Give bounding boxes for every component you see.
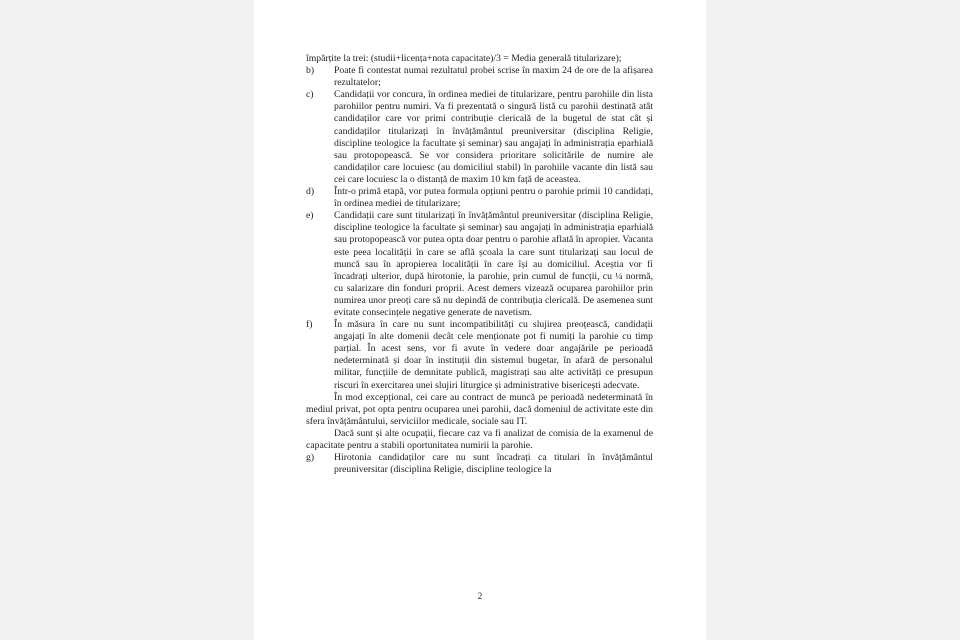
list-item <box>306 186 653 210</box>
list-item-text: În măsura în care nu sunt incompatibilități cu slujirea preoțească, candidații angajați în alte domenii decât cele menționate pot fi numiți la parohie cu timp parțial. În acest sens, vor fi avute în vedere doar angajările pe perioadă nedeterminată și doar în instituții din sistemul bugetar, în afară de personalul militar, funcțiile de demnitate publică, magistrați sau alte activități ce presupun riscuri în exercitarea unei slujiri liturgice și administrative bisericești adecvate. <box>334 319 653 391</box>
list-item <box>306 89 653 186</box>
list-item-text: Poate fi contestat numai rezultatul probei scrise în maxim 24 de ore de la afișarea rezultatelor; <box>334 65 653 89</box>
list-item-text: Hirotonia candidaților care nu sunt încadrați ca titulari în învățământul preuniversitar (disciplina Religie, discipline teologice la <box>334 452 653 476</box>
list-item <box>306 452 653 476</box>
page-number: 2 <box>477 591 483 601</box>
list-item <box>306 65 653 89</box>
list-item-label: g) <box>306 452 315 464</box>
list-item-label: c) <box>306 89 314 101</box>
list-item-label: e) <box>306 210 314 222</box>
document-body <box>306 53 653 476</box>
list-item-label: f) <box>306 319 313 331</box>
list-item-label: b) <box>306 65 315 77</box>
paragraph: împărțite la trei: (studii+licența+nota capacitate)/3 = Media generală titularizare); <box>306 53 622 64</box>
list-item <box>306 210 653 319</box>
list-item-text: Într-o primă etapă, vor putea formula opțiuni pentru o parohie primii 10 candidați, în ordinea mediei de titularizare; <box>334 186 653 210</box>
document-page <box>254 0 706 640</box>
paragraph: În mod excepțional, cei care au contract de muncă pe perioadă nedeterminată în mediul privat, pot opta pentru ocuparea unei parohii, dacă domeniul de activitate este din sfera învățământului, serviciilor medicale, sociale sau IT. <box>306 391 653 427</box>
paragraph: Dacă sunt și alte ocupații, fiecare caz va fi analizat de comisia de la examenul de capacitate pentru a stabili oportunitatea numirii la parohie. <box>306 427 653 451</box>
list-item-text: Candidații care sunt titularizați în învățământul preuniversitar (disciplina Religie, discipline teologice la facultate și seminar) sau angajați în administrația eparhială sau protopopească vor putea opta doar pentru o parohie aflată în apropier. Vacanta este peea localității în care se află școala la care sunt titularizați sau locul de muncă sau în apropierea localității în care își au domiciliul. Aceștia vor fi încadrați ulterior, după hirotonie, la parohie, prin cumul de funcții, cu ¼ normă, cu salarizare din fonduri proprii. Acest demers vizează ocuparea parohiilor prin numirea unor preoți care să nu depindă de contribuția clericală. De asemenea sunt evitate consecințele negative generate de navetism. <box>334 210 653 318</box>
list-item-label: d) <box>306 186 315 198</box>
list-item-text: Candidații vor concura, în ordinea mediei de titularizare, pentru parohiile din lista parohiilor pentru numiri. Va fi prezentată o singură listă cu parohii destinată atât candidaților care vor primi contribuție clericală de la bugetul de stat cât și candidaților titularizați în învățământul preuniversitar (disciplina Religie, discipline teologice la facultate și seminar) sau angajați în administrația eparhială sau protopopească. Se vor considera prioritare solicitările de numire ale candidaților care locuiesc (au domiciliul stabil) în parohiile vacante din listă sau cei care locuiesc la o distanță de maxim 10 km față de aceastea. <box>334 89 653 185</box>
list-item <box>306 319 653 392</box>
